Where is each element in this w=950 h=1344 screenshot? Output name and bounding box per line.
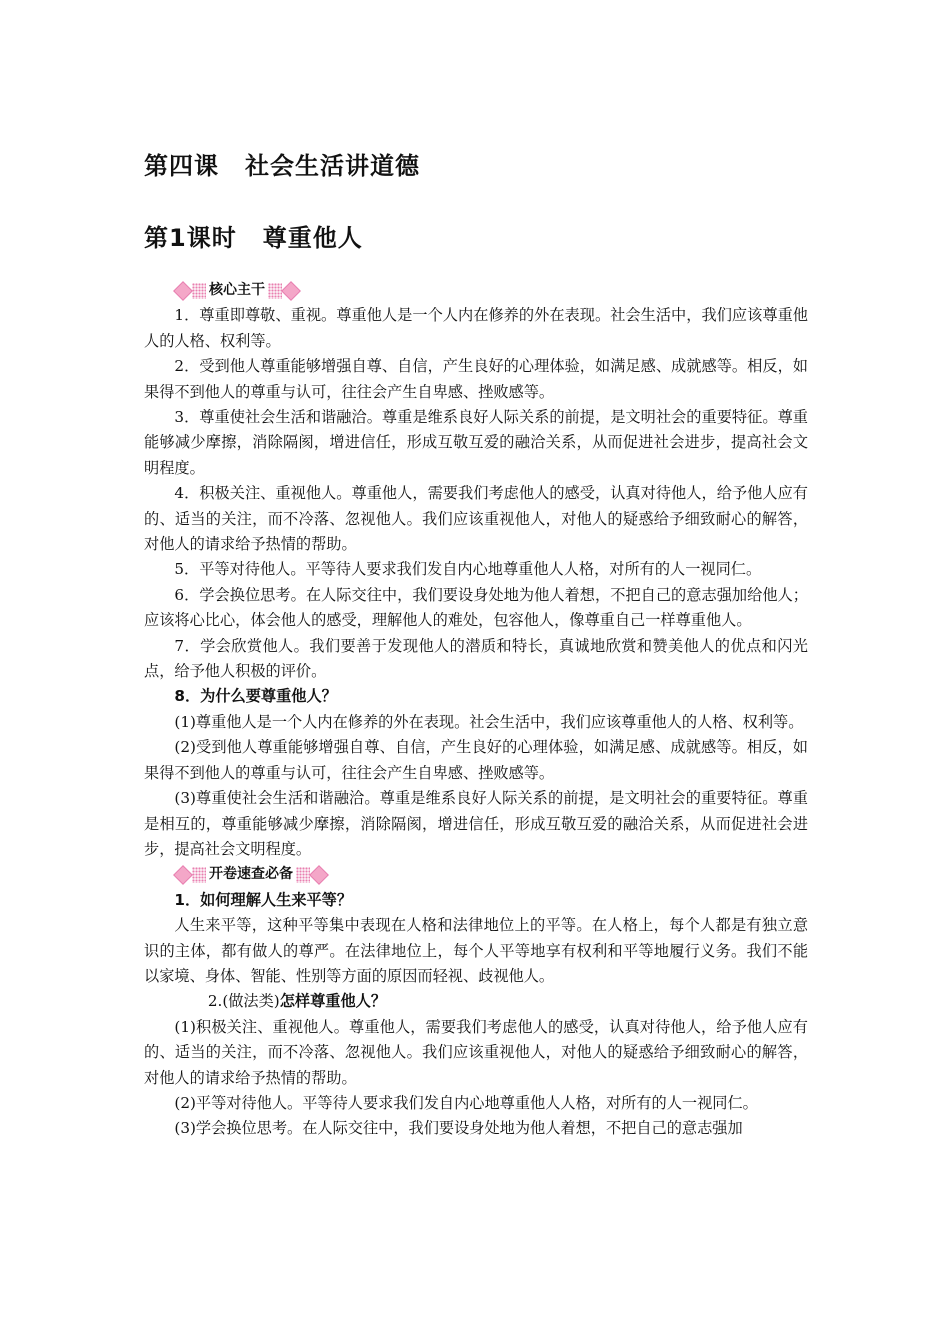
answer-paragraph: (2)受到他人尊重能够增强自尊、自信，产生良好的心理体验，如满足感、成就感等。相反，如果得不到他人的尊重与认可，往往会产生自卑感、挫败感等。 [144, 738, 808, 782]
lesson-heading [144, 146, 420, 181]
question-text: 怎样尊重他人？ [279, 992, 387, 1011]
question-prefix: 2.(做法类) [207, 992, 280, 1011]
dot-pattern-icon [192, 867, 206, 883]
core-paragraph: 2．受到他人尊重能够增强自尊、自信，产生良好的心理体验，如满足感、成就感等。相反，如果得不到他人的尊重与认可，往往会产生自卑感、挫败感等。 [144, 357, 808, 401]
core-paragraph: 1．尊重即尊敬、重视。尊重他人是一个人内在修养的外在表现。社会生活中，我们应该尊重他人的人格、权利等。 [144, 306, 808, 350]
period-title: 第1课时 [144, 224, 237, 252]
section-label-quick: 开卷速查必备 [209, 866, 293, 883]
answer-paragraph: (2)平等对待他人。平等待人要求我们发自内心地尊重他人人格，对所有的人一视同仁。 [174, 1093, 758, 1112]
core-paragraph: 4．积极关注、重视他人。尊重他人，需要我们考虑他人的感受，认真对待他人，给予他人应有的、适当的关注，而不冷落、忽视他人。我们应该重视他人，对他人的疑惑给予细致耐心的解答，对他人的请求给予热情的帮助。 [144, 484, 808, 554]
answer-paragraph: (1)积极关注、重视他人。尊重他人，需要我们考虑他人的感受，认真对待他人，给予他人应有的、适当的关注，而不冷落、忽视他人。我们应该重视他人，对他人的疑惑给予细致耐心的解答，对他人的请求给予热情的帮助。 [144, 1017, 808, 1087]
diamond-icon [309, 865, 329, 885]
diamond-icon [173, 281, 193, 301]
question-heading-2 [144, 989, 808, 1014]
period-subtitle: 尊重他人 [262, 224, 363, 252]
answer-paragraph: 人生来平等，这种平等集中表现在人格和法律地位上的平等。在人格上，每个人都是有独立意识的主体，都有做人的尊严。在法律地位上，每个人平等地享有权利和平等地履行义务。我们不能以家境、身体、智能、性别等方面的原因而轻视、歧视他人。 [144, 916, 808, 985]
lesson-title: 第四课 [144, 152, 219, 180]
diamond-icon [173, 865, 193, 885]
section-label-core: 核心主干 [209, 281, 265, 298]
lesson-subtitle: 社会生活讲道德 [245, 152, 420, 180]
answer-paragraph: (3)学会换位思考。在人际交往中，我们要设身处地为他人着想，不把自己的意志强加 [174, 1119, 743, 1138]
document-body [144, 278, 808, 1142]
answer-paragraph: (3)尊重使社会生活和谐融洽。尊重是维系良好人际关系的前提，是文明社会的重要特征。尊重是相互的，尊重能够减少摩擦，消除隔阂，增进信任，形成互敬互爱的融洽关系，从而促进社会进步，提高社会文明程度。 [144, 789, 808, 858]
answer-paragraph: (1)尊重他人是一个人内在修养的外在表现。社会生活中，我们应该尊重他人的人格、权利等。 [174, 712, 804, 731]
dot-pattern-icon [192, 283, 206, 299]
period-heading [144, 218, 363, 253]
question-heading: 8．为什么要尊重他人？ [174, 687, 337, 706]
section-tag-quick [144, 862, 808, 887]
section-tag-core [144, 278, 808, 303]
diamond-icon [281, 281, 301, 301]
core-paragraph: 3．尊重使社会生活和谐融洽。尊重是维系良好人际关系的前提，是文明社会的重要特征。尊重能够减少摩擦，消除隔阂，增进信任，形成互敬互爱的融洽关系，从而促进社会进步，提高社会文明程度。 [144, 408, 808, 477]
core-paragraph: 6．学会换位思考。在人际交往中，我们要设身处地为他人着想，不把自己的意志强加给他人；应该将心比心，体会他人的感受，理解他人的难处，包容他人，像尊重自己一样尊重他人。 [144, 585, 808, 630]
core-paragraph: 5．平等对待他人。平等待人要求我们发自内心地尊重他人人格，对所有的人一视同仁。 [174, 560, 762, 579]
question-heading: 1．如何理解人生来平等？ [174, 890, 353, 909]
core-paragraph: 7．学会欣赏他人。我们要善于发现他人的潜质和特长，真诚地欣赏和赞美他人的优点和闪光点，给予他人积极的评价。 [144, 636, 808, 681]
dot-pattern-icon [296, 867, 310, 883]
